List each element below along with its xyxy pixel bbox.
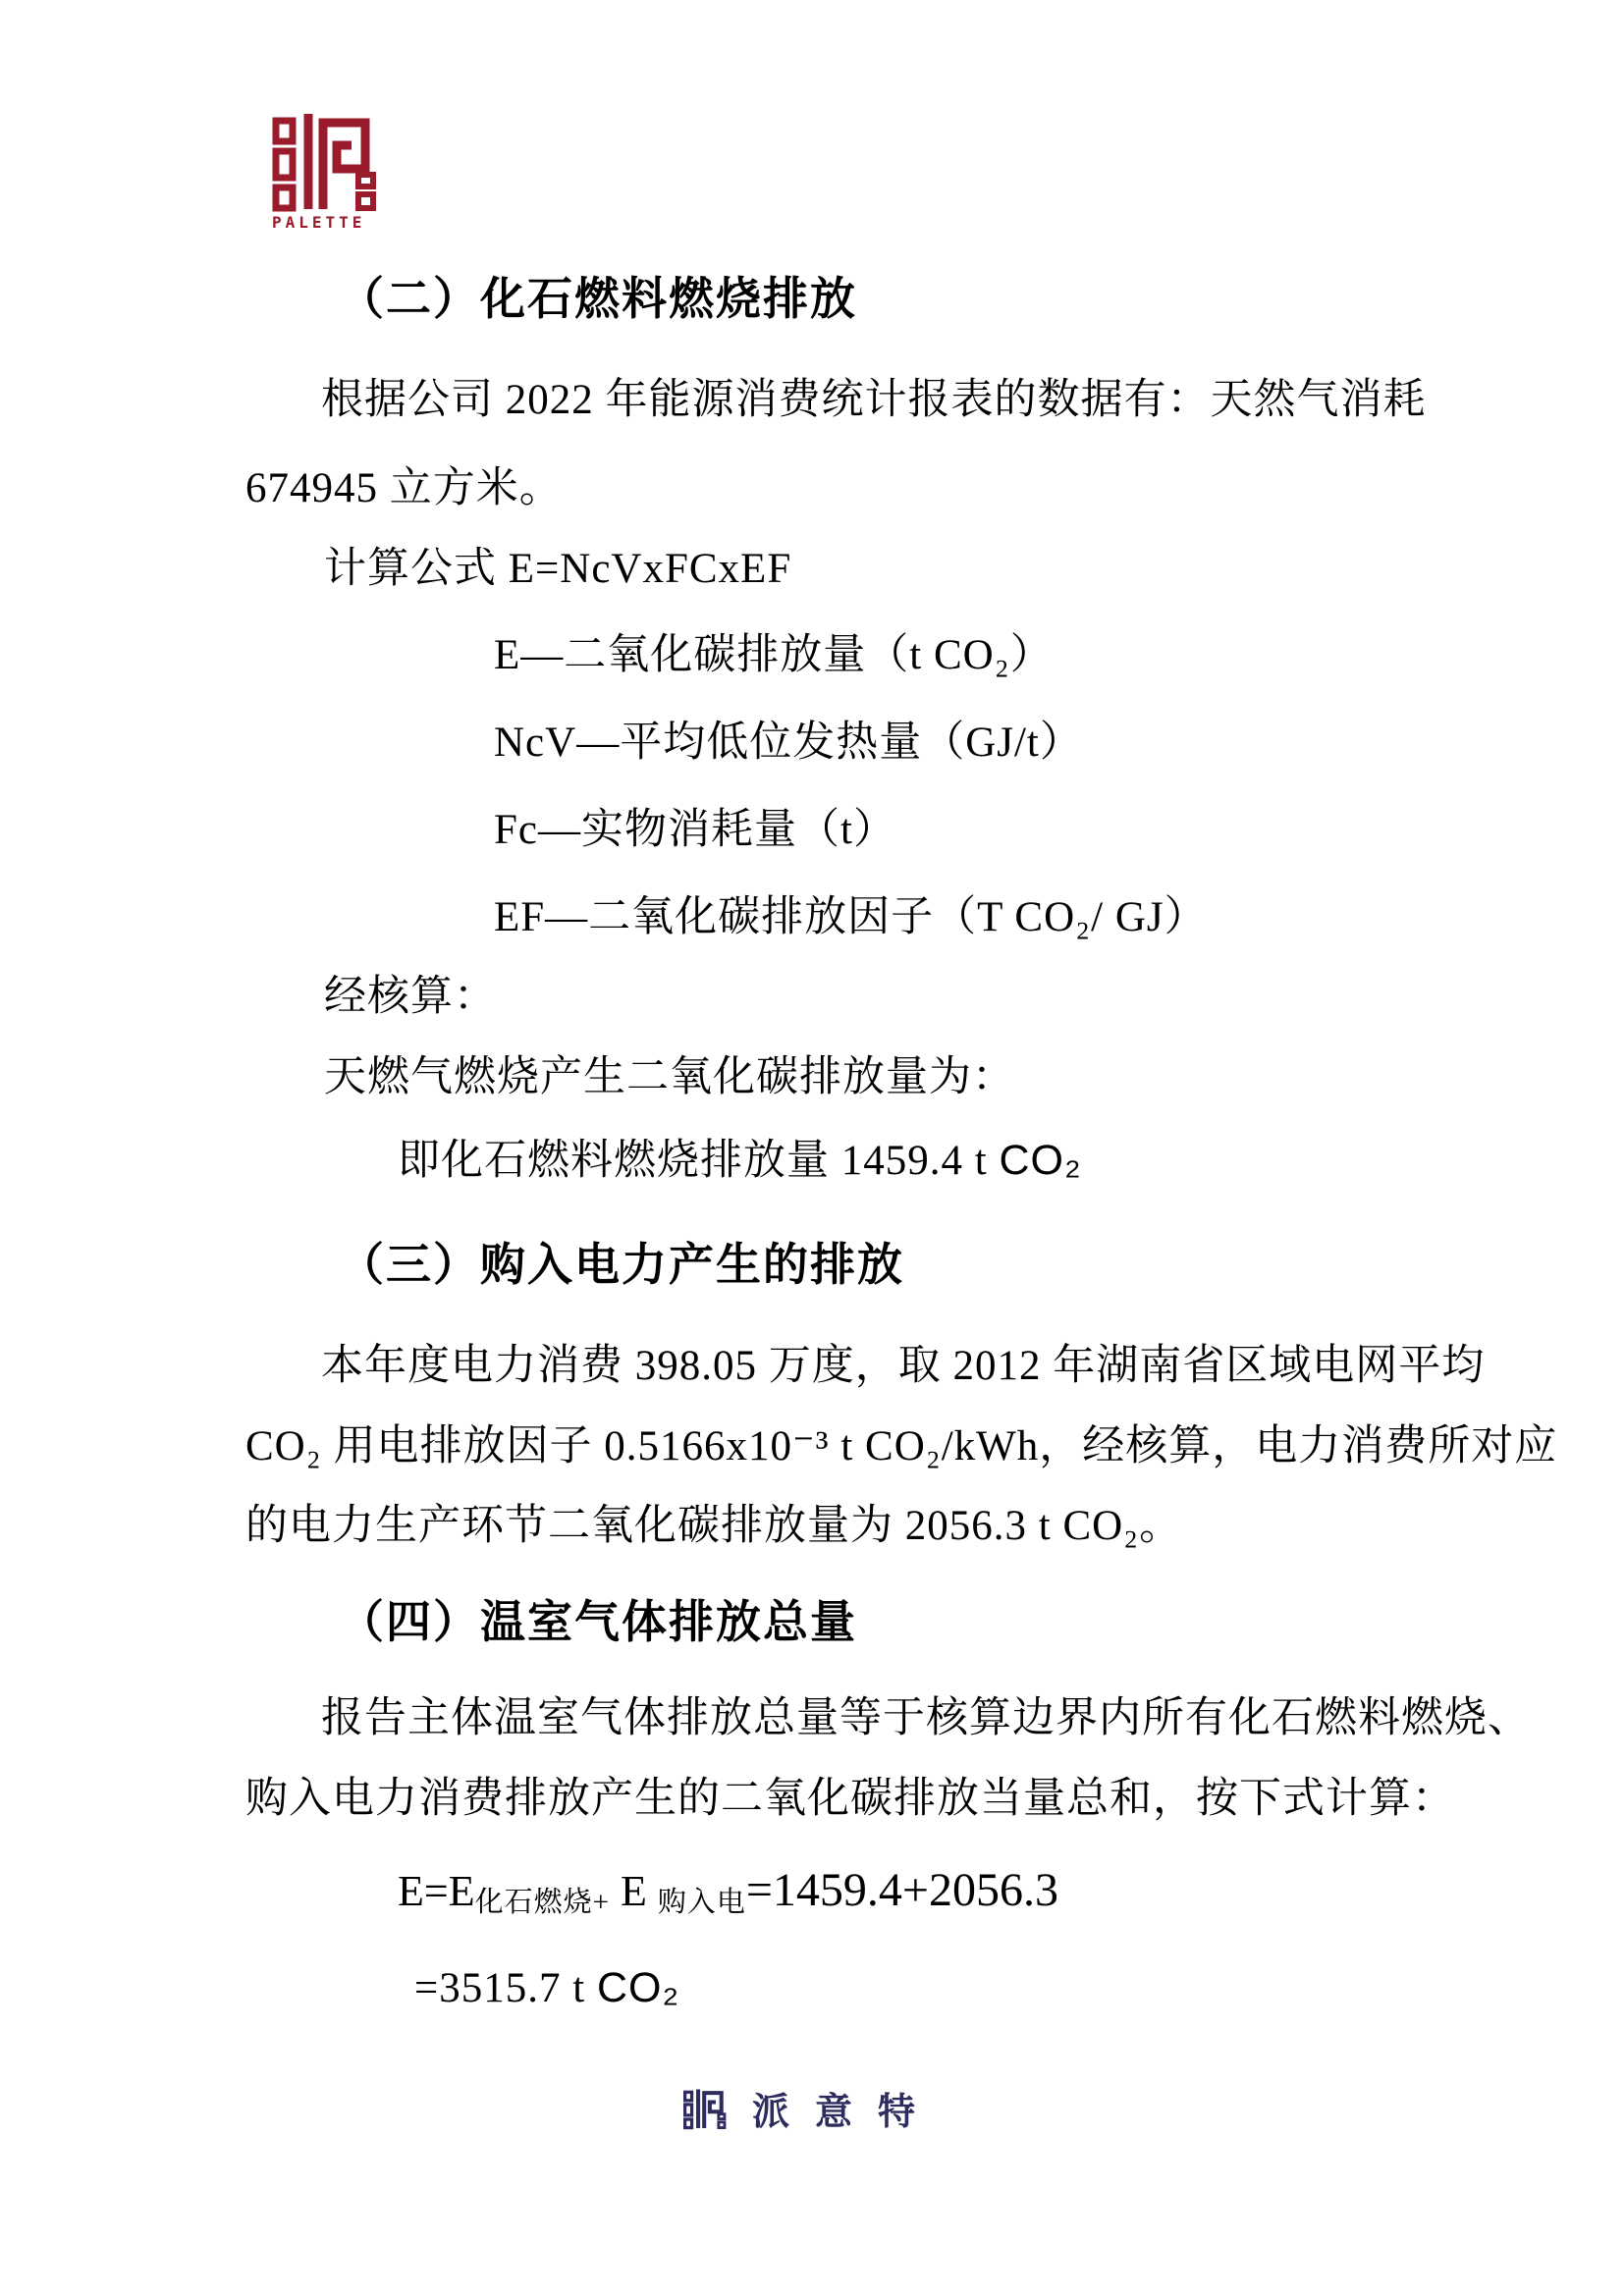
footer-brand-row (0, 2081, 1624, 2135)
total-emission-unit: CO₂ (596, 1964, 680, 2011)
section3-paragraph-line3: 的电力生产环节二氧化碳排放量为 2056.3 t CO₂。 (245, 1503, 1183, 1549)
section4-heading: （四）温室气体排放总量 (339, 1596, 857, 1647)
section4-paragraph-line2: 购入电力消费排放产生的二氧化碳排放当量总和，按下式计算： (245, 1776, 1455, 1822)
total-emission-result (414, 1965, 679, 2011)
section3-paragraph-line1: 本年度电力消费 398.05 万度，取 2012 年湖南省区域电网平均 (321, 1343, 1486, 1389)
definition-ncv: NcV—平均低位发热量（GJ/t） (494, 720, 1083, 766)
section2-paragraph-line1: 根据公司 2022 年能源消费统计报表的数据有：天然气消耗 (321, 377, 1427, 423)
formula-base1: E=E (398, 1867, 475, 1915)
section3-heading: （三）购入电力产生的排放 (339, 1239, 904, 1290)
formula-sub-purchased: 购入电 (657, 1887, 746, 1918)
paiyite-footer-logo-icon (683, 2085, 727, 2132)
fossil-fuel-result-text: 即化石燃料燃烧排放量 1459.4 t (398, 1138, 1000, 1184)
calculation-formula-intro: 计算公式 E=NcVxFCxEF (324, 546, 792, 592)
fossil-fuel-result-unit: CO₂ (999, 1137, 1082, 1184)
section2-heading: （二）化石燃料燃烧排放 (339, 273, 857, 324)
formula-base2: E (609, 1867, 658, 1915)
fossil-fuel-result (398, 1138, 1082, 1184)
palette-logo-icon (272, 110, 378, 212)
total-emission-text: =3515.7 t (414, 1965, 597, 2011)
total-emission-formula (398, 1863, 1058, 1917)
result-intro: 经核算： (324, 974, 497, 1020)
formula-values: =1459.4+2056.3 (745, 1864, 1058, 1916)
palette-logo-wordmark: PALETTE (272, 213, 366, 232)
footer-brand-text: 派意特 (751, 2092, 941, 2133)
result-lead: 天燃气燃烧产生二氧化碳排放量为： (324, 1054, 1015, 1100)
section2-paragraph-line2: 674945 立方米。 (245, 465, 563, 511)
definition-e: E—二氧化碳排放量（t CO₂） (494, 632, 1054, 678)
section3-paragraph-line2: CO₂ 用电排放因子 0.5166x10⁻³ t CO₂/kWh，经核算，电力消费所对应 (245, 1423, 1558, 1469)
definition-fc: Fc—实物消耗量（t） (494, 807, 896, 853)
definition-ef: EF—二氧化碳排放因子（T CO₂/ GJ） (494, 894, 1208, 940)
section4-paragraph-line1: 报告主体温室气体排放总量等于核算边界内所有化石燃料燃烧、 (321, 1695, 1531, 1741)
formula-sub-fossil: 化石燃烧+ (474, 1887, 610, 1918)
